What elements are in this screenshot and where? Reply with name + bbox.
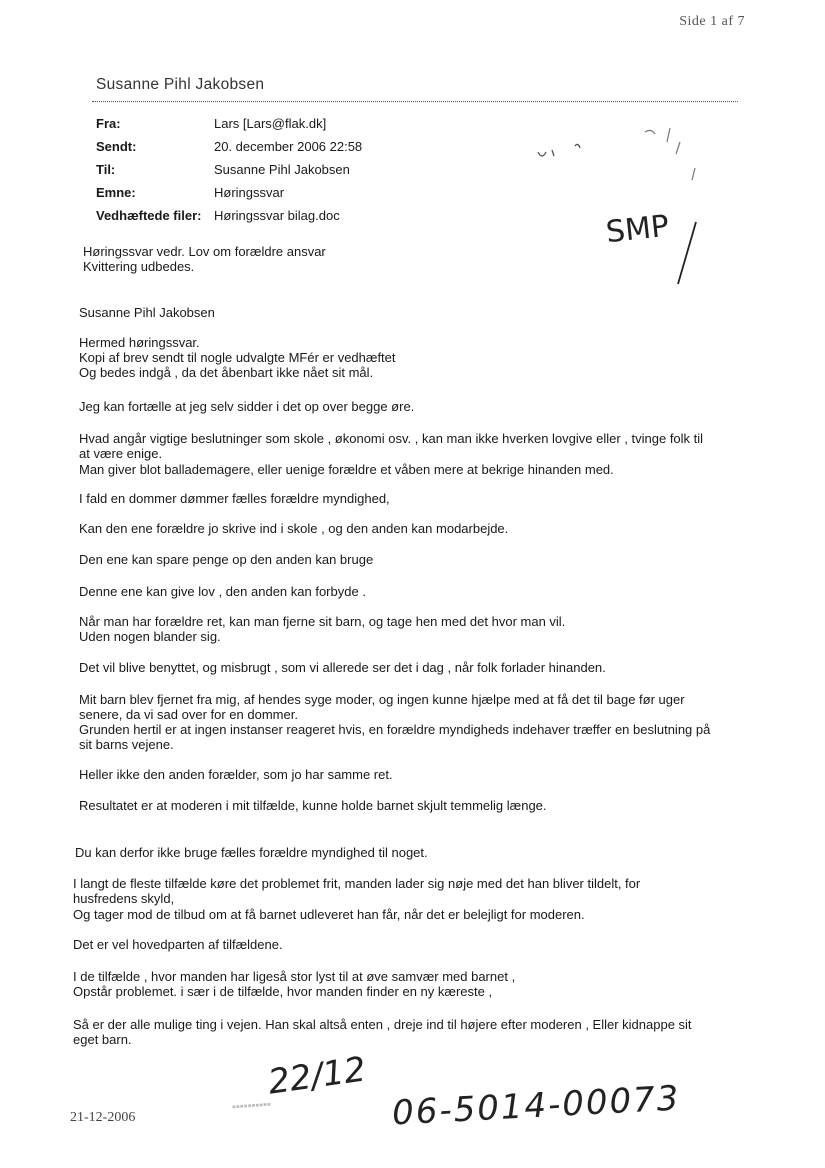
handwritten-initials: SMP [604, 208, 671, 251]
intro-line: Kvittering udbedes. [83, 259, 195, 274]
body-line: Man giver blot ballademagere, eller uenige forældre et våben mere at bekrige hinanden med. [79, 462, 614, 477]
body-line: at være enige. [79, 446, 163, 461]
body-line: sit barns vejene. [79, 737, 174, 752]
page-number: Side 1 af 7 [679, 14, 745, 29]
body-line: Uden nogen blander sig. [79, 629, 221, 644]
faded-stamp: ▪▪▪▪▪▪▪▪▪▪ [231, 1098, 272, 1114]
handwritten-slash [672, 218, 702, 288]
body-line: Og bedes indgå , da det åbenbart ikke nået sit mål. [79, 365, 374, 380]
body-line: Opstår problemet. i sær i de tilfælde, hvor manden finder en ny kæreste , [73, 984, 493, 999]
body-line: Kopi af brev sendt til nogle udvalgte MFér er vedhæftet [79, 350, 396, 365]
header-value-sent: 20. december 2006 22:58 [214, 139, 363, 154]
body-line: Kan den ene forældre jo skrive ind i skole , og den anden kan modarbejde. [79, 521, 509, 536]
body-line: Heller ikke den anden forælder, som jo har samme ret. [79, 767, 393, 782]
body-line: Jeg kan fortælle at jeg selv sidder i det op over begge øre. [79, 399, 415, 414]
header-label-to: Til: [96, 162, 116, 177]
body-line: Det er vel hovedparten af tilfældene. [73, 937, 283, 952]
header-value-subject: Høringssvar [214, 185, 285, 200]
body-line: I langt de fleste tilfælde køre det problemet frit, manden lader sig nøje med det han bliver tildelt, for [73, 876, 641, 891]
body-line: Hvad angår vigtige beslutninger som skole , økonomi osv. , kan man ikke hverken lovgive eller , tvinge folk til [79, 431, 704, 446]
body-line: Susanne Pihl Jakobsen [79, 305, 215, 320]
body-line: I de tilfælde , hvor manden har ligeså stor lyst til at øve samvær med barnet , [73, 969, 516, 984]
footer-date: 21-12-2006 [70, 1110, 136, 1125]
intro-line: Høringssvar vedr. Lov om forældre ansvar [83, 244, 326, 259]
body-line: Den ene kan spare penge op den anden kan bruge [79, 552, 374, 567]
handwritten-case-number: 06-5014-00073 [391, 1078, 682, 1134]
header-value-attachments: Høringssvar bilag.doc [214, 208, 340, 223]
body-line: Når man har forældre ret, kan man fjerne sit barn, og tage hen med det hvor man vil. [79, 614, 566, 629]
handwritten-date: 22/12 [265, 1049, 369, 1103]
body-line: Mit barn blev fjernet fra mig, af hendes syge moder, og ingen kunne hjælpe med at få det til bage før uger [79, 692, 685, 707]
body-line: Du kan derfor ikke bruge fælles forældre myndighed til noget. [75, 845, 428, 860]
header-divider [92, 101, 738, 102]
body-line: senere, da vi sad over for en dommer. [79, 707, 298, 722]
body-line: I fald en dommer dømmer fælles forældre myndighed, [79, 491, 390, 506]
body-line: Hermed høringssvar. [79, 335, 200, 350]
body-line: Og tager mod de tilbud om at få barnet udleveret han får, når det er belejligt for moderen. [73, 907, 585, 922]
header-value-to: Susanne Pihl Jakobsen [214, 162, 350, 177]
sender-name: Susanne Pihl Jakobsen [96, 76, 265, 93]
body-line: Denne ene kan give lov , den anden kan forbyde . [79, 584, 366, 599]
header-label-from: Fra: [96, 116, 121, 131]
body-line: Resultatet er at moderen i mit tilfælde, kunne holde barnet skjult temmelig længe. [79, 798, 547, 813]
body-line: husfredens skyld, [73, 891, 175, 906]
header-label-sent: Sendt: [96, 139, 137, 154]
body-line: Så er der alle mulige ting i vejen. Han skal altså enten , dreje ind til højere efter moderen , Eller kidnappe sit [73, 1017, 692, 1032]
header-label-subject: Emne: [96, 185, 136, 200]
header-value-from: Lars [Lars@flak.dk] [214, 116, 327, 131]
body-line: Grunden hertil er at ingen instanser reageret hvis, en forældre myndigheds indehaver træffer en beslutning på [79, 722, 711, 737]
body-line: eget barn. [73, 1032, 132, 1047]
handwritten-scribble [530, 120, 720, 190]
body-line: Det vil blive benyttet, og misbrugt , som vi allerede ser det i dag , når folk forlader hinanden. [79, 660, 606, 675]
header-label-attachments: Vedhæftede filer: [96, 208, 202, 223]
